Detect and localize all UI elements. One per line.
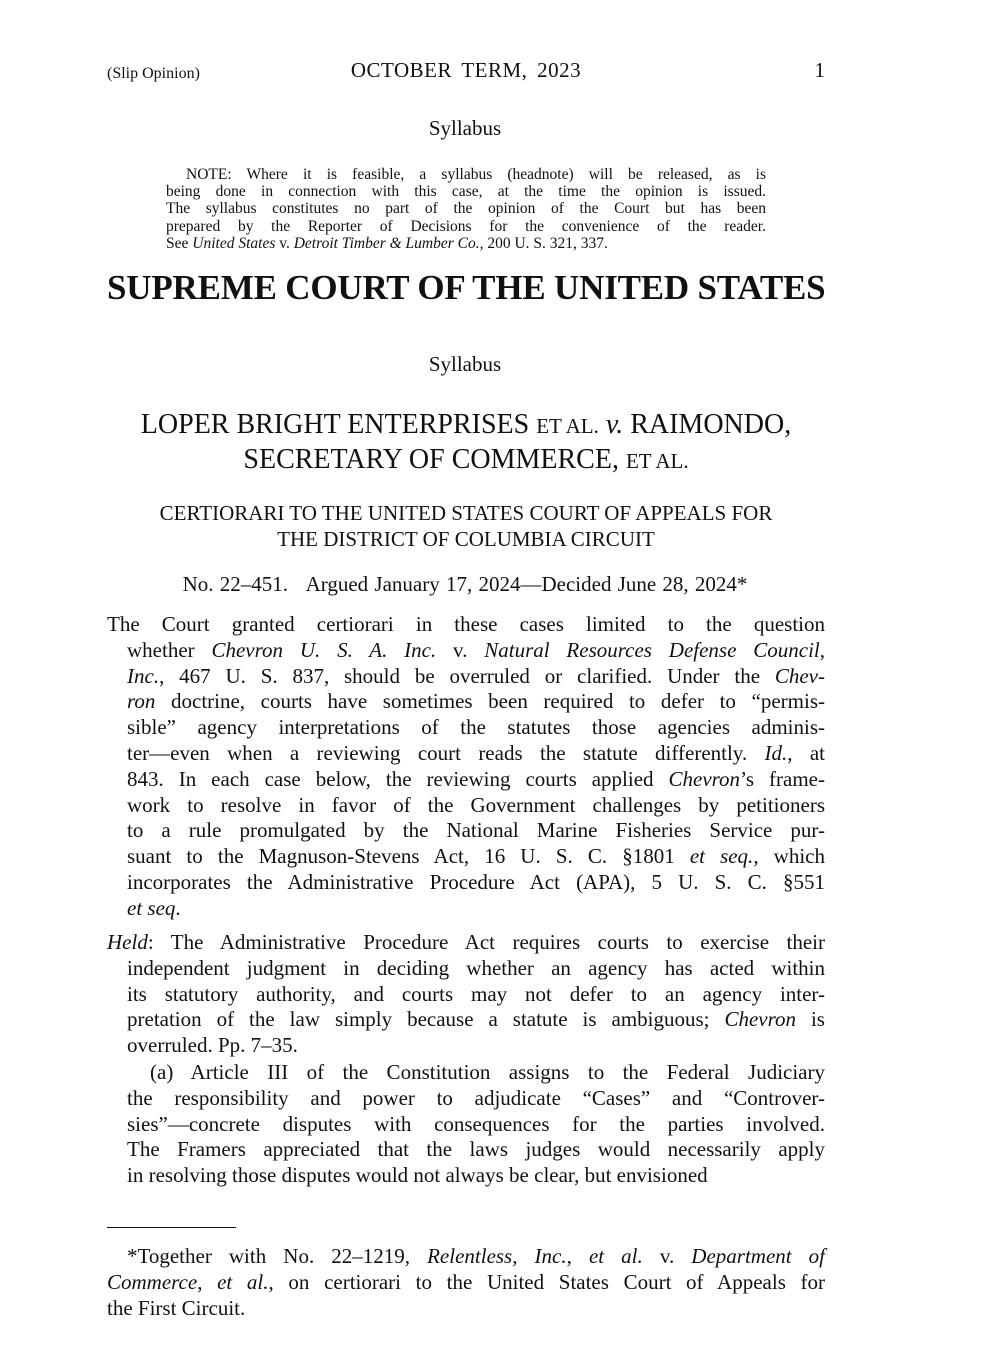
case-title-line [107, 443, 825, 478]
text-run: in resolving those disputes would not always be clear, but envisioned [127, 1163, 708, 1188]
italic-text: Department of [691, 1244, 826, 1268]
case-party: LOPER BRIGHT ENTERPRISES [140, 409, 537, 440]
text-line [107, 715, 825, 741]
footnote-divider [107, 1227, 236, 1228]
text-run: . [175, 895, 181, 920]
text-run: its statutory authority, and courts may not defer to an agency inter- [127, 981, 825, 1006]
italic-text: et seq [127, 895, 176, 920]
text-run: (a) Article III of the Constitution assigns to the Federal Judiciary [150, 1060, 825, 1084]
certiorari-line: THE DISTRICT OF COLUMBIA CIRCUIT [277, 527, 655, 551]
running-header [107, 58, 825, 88]
text-run: The Court granted certiorari in these cases limited to the question [107, 612, 825, 636]
versus: v. [598, 409, 631, 440]
text-line [107, 638, 825, 664]
term-label: OCTOBER TERM, 2023 [350, 58, 582, 82]
note-line: NOTE: Where it is feasible, a syllabus (headnote) will be released, as is [186, 166, 766, 183]
text-run: : The Administrative Procedure Act requires courts to exercise their [147, 930, 825, 954]
italic-text: et al. [217, 1269, 269, 1294]
text-line [107, 1163, 825, 1189]
text-run: overruled. Pp. 7–35. [127, 1033, 298, 1058]
text-run: work to resolve in favor of the Government challenges by petitioners [127, 792, 825, 817]
italic-text: Chev- [774, 663, 825, 688]
case-party: SECRETARY OF COMMERCE, [243, 444, 626, 475]
case-title-line [107, 408, 825, 443]
case-party: RAIMONDO, [630, 409, 792, 440]
slip-opinion-label: (Slip Opinion) [107, 65, 200, 82]
note-text: See [166, 234, 193, 252]
note-line: The syllabus constitutes no part of the opinion of the Court but has been [166, 200, 766, 218]
note-text: v. [275, 234, 294, 252]
docket-line: No. 22–451. Argued January 17, 2024—Decided June 28, 2024* [182, 572, 748, 596]
note-line [166, 235, 766, 252]
italic-text: Held [107, 930, 148, 954]
text-line [107, 1007, 825, 1033]
note-line: prepared by the Reporter of Decisions for the convenience of the reader. [166, 217, 766, 235]
italic-text: et seq. [689, 844, 754, 869]
text-run: , 467 U. S. 837, should be overruled or clarified. Under the [159, 663, 775, 688]
italic-text: Relentless, Inc. [427, 1244, 567, 1268]
text-run: , [566, 1244, 589, 1268]
italic-text: Inc. [127, 663, 160, 688]
text-line [107, 896, 825, 922]
text-run: , which [753, 844, 825, 869]
text-run: ter—even when a reviewing court reads the statute differently. [127, 740, 765, 765]
text-run: the First Circuit. [107, 1295, 246, 1320]
reporter-note [166, 166, 766, 252]
text-line [107, 818, 825, 844]
text-line [107, 612, 825, 638]
text-line [107, 1086, 825, 1112]
text-run: ’s frame- [740, 766, 825, 791]
text-line [107, 664, 825, 690]
case-party-suffix: ET AL. [536, 414, 599, 438]
italic-text: Natural Resources Defense Council, [484, 637, 825, 662]
page-number: 1 [814, 58, 825, 82]
italic-text: et al. [588, 1244, 643, 1268]
text-line [107, 956, 825, 982]
text-run: 843. In each case below, the reviewing courts applied [127, 766, 669, 791]
text-run: v. [642, 1244, 692, 1268]
text-line [107, 1112, 825, 1138]
text-line [107, 930, 825, 956]
italic-text: Chevron U. S. A. Inc. [211, 637, 437, 662]
text-run: , [197, 1269, 218, 1294]
paragraph-article-iii [107, 1060, 825, 1189]
text-run: v. [436, 637, 485, 662]
note-case-name: Detroit Timber & Lumber Co., [293, 234, 484, 252]
italic-text: Commerce [107, 1269, 198, 1294]
text-run: whether [127, 637, 212, 662]
text-run: sies”—concrete disputes with consequences for the parties involved. [127, 1111, 825, 1136]
note-line: being done in connection with this case, at the time the opinion is issued. [166, 183, 766, 201]
text-run: *Together with No. 22–1219, [127, 1244, 428, 1268]
text-line [107, 1137, 825, 1163]
italic-text: Chevron [724, 1007, 797, 1032]
text-line [107, 1296, 825, 1322]
paragraph-held [107, 930, 825, 1059]
text-line [107, 1060, 825, 1086]
note-case-name: United States [192, 234, 276, 252]
text-run: , at [787, 740, 825, 765]
syllabus-heading-top: Syllabus [428, 116, 502, 140]
italic-text: ron [127, 689, 156, 714]
text-line [107, 844, 825, 870]
text-line [107, 1033, 825, 1059]
text-run: is [796, 1007, 825, 1032]
court-title: SUPREME COURT OF THE UNITED STATES [107, 268, 826, 307]
text-line [107, 1244, 825, 1270]
case-party-suffix: ET AL. [625, 449, 689, 473]
text-line [107, 767, 825, 793]
paragraph-question [107, 612, 825, 922]
text-run: doctrine, courts have sometimes been required to defer to “permis- [155, 689, 825, 714]
footnote [107, 1244, 825, 1321]
text-line [107, 793, 825, 819]
italic-text: Chevron [668, 766, 741, 791]
text-run: sible” agency interpretations of the statutes those agencies adminis- [127, 715, 825, 740]
text-line [107, 689, 825, 715]
text-line [107, 741, 825, 767]
text-run: to a rule promulgated by the National Marine Fisheries Service pur- [127, 818, 825, 843]
text-line [107, 870, 825, 896]
text-run: The Framers appreciated that the laws judges would necessarily apply [127, 1137, 825, 1162]
text-run: independent judgment in deciding whether an agency has acted within [127, 955, 825, 980]
text-line [107, 1270, 825, 1296]
syllabus-heading: Syllabus [428, 352, 502, 376]
text-run: suant to the Magnuson-Stevens Act, 16 U. S. C. §1801 [127, 844, 690, 869]
text-run: incorporates the Administrative Procedure Act (APA), 5 U. S. C. §551 [127, 869, 825, 894]
italic-text: Id. [764, 740, 788, 765]
text-run: , on certiorari to the United States Court of Appeals for [268, 1269, 825, 1294]
text-run: pretation of the law simply because a statute is ambiguous; [127, 1007, 725, 1032]
case-title [107, 408, 825, 478]
certiorari-heading [107, 500, 825, 552]
note-citation: 200 U. S. 321, 337. [483, 234, 608, 252]
certiorari-line: CERTIORARI TO THE UNITED STATES COURT OF APPEALS FOR [159, 501, 773, 525]
text-run: the responsibility and power to adjudicate “Cases” and “Controver- [127, 1085, 825, 1110]
text-line [107, 982, 825, 1008]
